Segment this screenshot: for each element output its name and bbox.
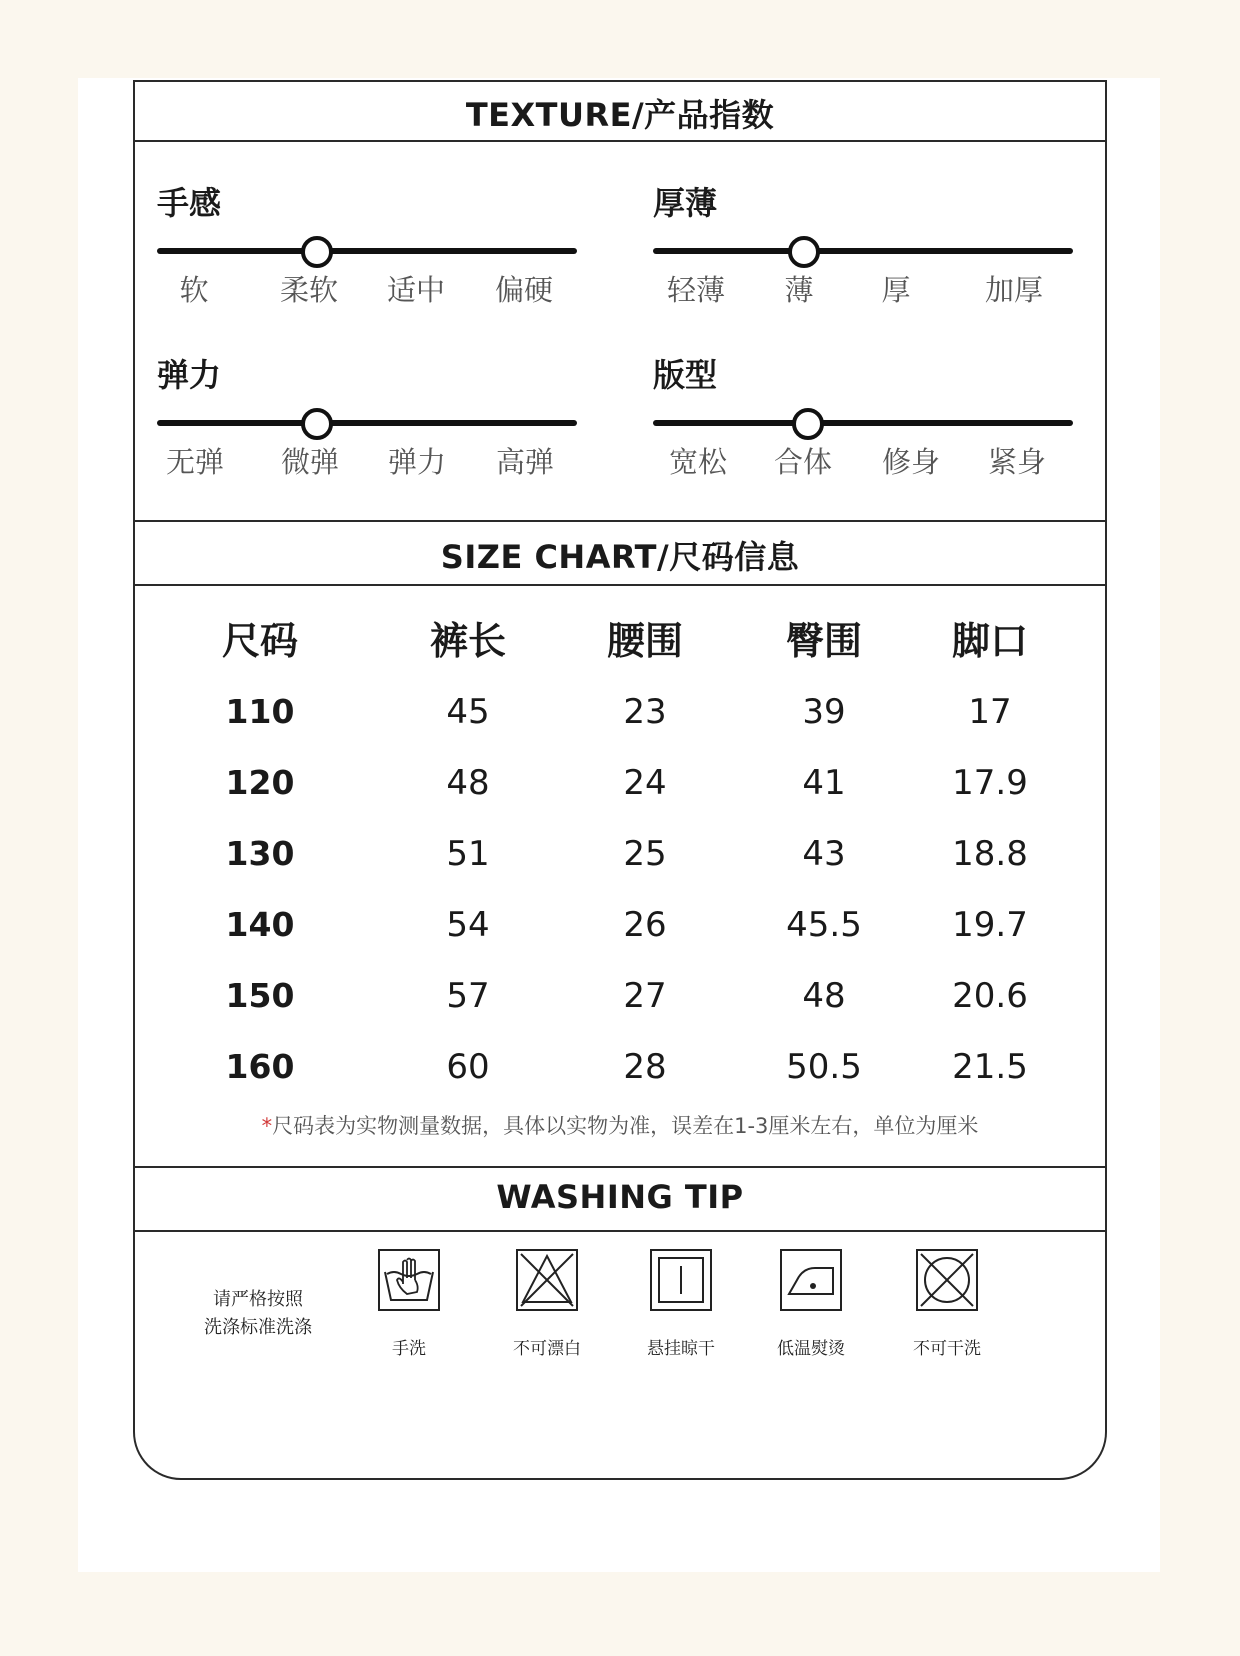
- wash-item-no-dry-clean: [887, 1248, 1007, 1359]
- table-row: [135, 905, 1105, 949]
- column-header: 臀围: [785, 619, 862, 663]
- slider-option: 微弹: [280, 445, 339, 479]
- table-cell: 39: [802, 692, 846, 732]
- wash-item-label: 不可干洗: [913, 1339, 981, 1359]
- slider-option: 高弹: [495, 445, 554, 479]
- table-row: [135, 1047, 1105, 1091]
- slider-title: 手感: [157, 184, 222, 222]
- slider-title: 版型: [653, 356, 718, 394]
- table-cell: 23: [623, 692, 667, 732]
- slider-option: 偏硬: [494, 273, 553, 307]
- divider: [133, 520, 1107, 522]
- slider-knob: [792, 408, 824, 440]
- slider-track: [157, 248, 577, 254]
- table-cell: 17.9: [952, 763, 1028, 803]
- no-bleach-icon: [515, 1248, 579, 1312]
- size-table-header: [135, 610, 1105, 663]
- table-row: [135, 976, 1105, 1020]
- divider: [133, 1230, 1107, 1232]
- table-cell: 140: [225, 905, 295, 944]
- washing-intro-line: 请严格按照: [213, 1289, 303, 1310]
- no-dry-clean-icon: [915, 1248, 979, 1312]
- slider-title: 厚薄: [653, 184, 718, 222]
- size-note: [135, 1110, 1105, 1140]
- table-cell: 17: [968, 692, 1012, 732]
- slider-title: 弹力: [157, 356, 222, 394]
- slider-option: 合体: [773, 445, 832, 479]
- table-cell: 45.5: [786, 905, 862, 945]
- washing-intro: [183, 1286, 333, 1342]
- divider: [133, 584, 1107, 586]
- wash-item-low-iron: [751, 1248, 871, 1359]
- table-cell: 41: [802, 763, 846, 803]
- table-cell: 110: [225, 692, 295, 731]
- table-cell: 20.6: [952, 976, 1028, 1016]
- wash-item-label: 悬挂晾干: [647, 1339, 715, 1359]
- wash-item-label: 低温熨烫: [777, 1339, 845, 1359]
- low-iron-icon: [779, 1248, 843, 1312]
- size-chart-title: SIZE CHART/尺码信息: [440, 538, 800, 576]
- slider-knob: [788, 236, 820, 268]
- slider-option: 无弹: [165, 445, 224, 479]
- wash-item-hand-wash: [349, 1248, 469, 1359]
- table-cell: 43: [802, 834, 846, 874]
- washing-intro-line: 洗涤标准洗涤: [204, 1317, 312, 1338]
- hand-wash-icon: [377, 1248, 441, 1312]
- table-cell: 24: [623, 763, 667, 803]
- table-cell: 26: [623, 905, 667, 945]
- table-cell: 48: [802, 976, 846, 1016]
- wash-item-line-dry: [621, 1248, 741, 1359]
- table-cell: 48: [446, 763, 490, 803]
- product-info-card: [133, 80, 1107, 1480]
- table-cell: 19.7: [952, 905, 1028, 945]
- table-cell: 160: [225, 1047, 295, 1086]
- divider: [133, 140, 1107, 142]
- slider-option: 柔软: [279, 273, 338, 307]
- table-row: [135, 763, 1105, 807]
- slider-option: 修身: [881, 445, 940, 479]
- table-cell: 18.8: [952, 834, 1028, 874]
- table-cell: 50.5: [786, 1047, 862, 1087]
- wash-item-label: 不可漂白: [513, 1339, 581, 1359]
- table-cell: 45: [446, 692, 490, 732]
- column-header: 脚口: [951, 619, 1028, 663]
- slider-knob: [301, 408, 333, 440]
- line-dry-icon: [649, 1248, 713, 1312]
- slider-option: 适中: [386, 273, 445, 307]
- slider-option: 加厚: [984, 273, 1043, 307]
- table-row: [135, 834, 1105, 878]
- slider-option: 轻薄: [666, 273, 725, 307]
- table-cell: 54: [446, 905, 490, 945]
- slider-option: 弹力: [387, 445, 446, 479]
- table-cell: 150: [225, 976, 295, 1015]
- slider-track: [157, 420, 577, 426]
- slider-option: 软: [179, 273, 209, 307]
- table-row: [135, 692, 1105, 736]
- table-cell: 130: [225, 834, 295, 873]
- slider-option: 紧身: [987, 445, 1046, 479]
- washing-title: WASHING TIP: [496, 1178, 744, 1216]
- table-cell: 120: [225, 763, 295, 802]
- card-top-border: [133, 80, 1107, 82]
- wash-item-no-bleach: [487, 1248, 607, 1359]
- slider-track: [653, 248, 1073, 254]
- table-cell: 60: [446, 1047, 490, 1087]
- table-cell: 27: [623, 976, 667, 1016]
- divider: [133, 1166, 1107, 1168]
- table-cell: 28: [623, 1047, 667, 1087]
- wash-item-label: 手洗: [392, 1339, 426, 1359]
- slider-option: 薄: [784, 273, 814, 307]
- slider-option: 宽松: [668, 445, 727, 479]
- texture-title: TEXTURE/产品指数: [465, 96, 775, 134]
- table-cell: 51: [446, 834, 490, 874]
- slider-option: 厚: [881, 273, 911, 307]
- column-header: 尺码: [221, 619, 298, 663]
- table-cell: 25: [623, 834, 667, 874]
- column-header: 裤长: [429, 619, 506, 663]
- note-text: 尺码表为实物测量数据，具体以实物为准，误差在1-3厘米左右，单位为厘米: [272, 1114, 979, 1138]
- slider-knob: [301, 236, 333, 268]
- table-cell: 21.5: [952, 1047, 1028, 1087]
- slider-track: [653, 420, 1073, 426]
- table-cell: 57: [446, 976, 490, 1016]
- note-asterisk: *: [261, 1114, 273, 1138]
- column-header: 腰围: [606, 619, 683, 663]
